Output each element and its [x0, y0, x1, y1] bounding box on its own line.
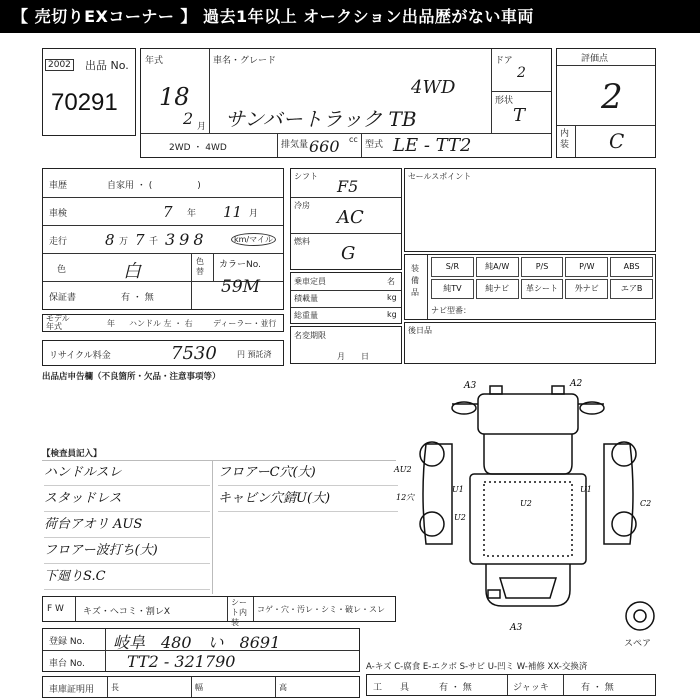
lot-number: 70291 [51, 89, 118, 116]
color-no-value: 59M [221, 277, 261, 297]
jack-value: 有 ・ 無 [581, 683, 614, 693]
diagram-mark-c2: C2 [640, 499, 652, 508]
model-year-row [42, 314, 284, 332]
shape-value: T [513, 105, 526, 126]
equipment-grid [431, 257, 653, 299]
lot-year-tag: 2002 [45, 59, 74, 71]
equipment-item: 純TV [431, 279, 474, 299]
interior-label: 内装 [560, 129, 570, 150]
seller-notes-label: 出品店申告欄（不良箇所・欠品・注意事項等） [42, 372, 221, 382]
auction-banner: 【 売切りEXコーナー 】 過去1年以上 オークション出品歴がない車両 [0, 0, 700, 33]
diagram-mark-u2-center: U2 [520, 499, 532, 508]
equipment-item: 純A/W [476, 257, 519, 277]
inspector-note: キャビン穴錆U(大) [218, 486, 398, 512]
warranty-value: 有 ・ 無 [121, 293, 154, 303]
vehicle-name: サンバートラック TB [225, 107, 417, 131]
mileage-unit: km/マイル [231, 233, 276, 246]
fuel-value: G [341, 243, 356, 264]
name-change-unit: 月 日 [337, 352, 369, 361]
diagram-mark-u1-left: U1 [452, 485, 464, 494]
shift-label: シフト [294, 172, 318, 181]
chassis-label: 車台 No. [49, 659, 85, 669]
shift-value: F5 [337, 177, 359, 196]
equipment-item: P/S [521, 257, 564, 277]
grade-score: 2 [601, 77, 623, 117]
inspector-left-notes [44, 460, 210, 590]
damage-legend: A-キズ C-腐食 E-エクボ S-サビ U-凹ミ W-補修 XX-交換済 [366, 662, 588, 672]
inspection-label: 車検 [49, 209, 68, 219]
dealer-label: ディーラー・並行 [213, 319, 277, 328]
diagram-mark-a2: A2 [570, 379, 583, 389]
jack-label: ジャッキ [513, 683, 549, 693]
spare-label: スペア [624, 639, 652, 649]
inspection-month-unit: 月 [249, 209, 259, 219]
inspector-note: ハンドルスレ [44, 460, 210, 486]
color-no-label: カラーNo. [219, 260, 261, 270]
model-year-label: モデル年式 [46, 314, 70, 331]
year-label: 年式 [145, 56, 164, 66]
load-unit: kg [387, 293, 397, 302]
history-label: 車歴 [49, 181, 68, 191]
history-box [42, 168, 284, 310]
mileage-man-unit: 万 [119, 237, 129, 247]
inspector-note: フロアー波打ち(大) [44, 538, 210, 564]
equipment-item: エアB [610, 279, 653, 299]
reg-value: 岐阜 480 い 8691 [113, 633, 281, 652]
diagram-mark-a3-top: A3 [464, 381, 477, 391]
month-value: 2 [183, 109, 194, 128]
after-items-label: 後日品 [408, 326, 432, 335]
history-value: 自家用 ・ ( ) [107, 181, 201, 191]
recycle-box [42, 340, 284, 366]
fw-label: F W [47, 604, 64, 614]
equipment-label: 装備品 [411, 264, 419, 297]
color-label: 色 [57, 265, 67, 275]
color-change-label: 色替 [196, 257, 204, 276]
after-items-box [404, 322, 656, 364]
inspector-right-notes [218, 460, 398, 512]
color-value: 白 [123, 261, 141, 282]
lot-number-box [42, 48, 136, 136]
diagram-mark-a3-bottom: A3 [510, 623, 523, 633]
cert-label: 車庫証明用 [49, 685, 95, 695]
specs-box [290, 168, 402, 270]
recycle-label: リサイクル料金 [49, 351, 111, 361]
seat-label: シート内装 [231, 598, 247, 627]
model-year-unit: 年 [107, 319, 115, 328]
inspection-month: 11 [223, 203, 243, 221]
year-value: 18 [159, 83, 190, 111]
displacement-label: 排気量 [281, 140, 309, 150]
fw-row [42, 596, 396, 627]
mileage-man: 8 [105, 231, 115, 249]
vehicle-info-box [140, 48, 552, 158]
inspector-note: 下廻りS.C [44, 564, 210, 590]
sales-point-box [404, 168, 656, 252]
equipment-item: P/W [565, 257, 608, 277]
navi-label: ナビ型番： [431, 306, 471, 315]
doors-value: 2 [517, 65, 526, 81]
equipment-box [404, 254, 656, 320]
fuel-label: 燃料 [294, 237, 310, 246]
name-label: 車名・グレード [213, 56, 277, 66]
inspector-note: 荷台アオリ AUS [44, 512, 210, 538]
grade-box [556, 48, 656, 158]
tools-row [366, 674, 656, 696]
chassis-value: TT2 - 321790 [127, 652, 236, 671]
weight-unit: kg [387, 310, 397, 319]
recycle-unit: 円 預託済 [237, 350, 272, 359]
capacity-label: 乗車定員 [294, 277, 326, 286]
mileage-thousand: 7 [135, 231, 145, 249]
interior-value: C [609, 129, 625, 153]
name-change-label: 名変期限 [294, 331, 326, 340]
displacement-unit: cc [349, 135, 358, 144]
displacement-value: 660 [309, 137, 340, 156]
capacity-unit: 名 [387, 277, 395, 286]
equipment-item: 外ナビ [565, 279, 608, 299]
shape-label: 形状 [495, 96, 514, 106]
fw-items: キズ・ヘコミ・割レX [83, 607, 170, 617]
drive-label: 2WD ・ 4WD [169, 143, 227, 153]
diagram-mark-u1-right: U1 [580, 485, 592, 494]
equipment-item: 革シート [521, 279, 564, 299]
inspection-year-unit: 年 [187, 209, 197, 219]
cert-height: 高 [279, 683, 287, 692]
diagram-mark-u2-left: U2 [454, 513, 466, 522]
inspector-note: フロアーC穴(大) [218, 460, 398, 486]
seat-items: コゲ・穴・汚レ・シミ・破レ・スレ [257, 605, 385, 614]
name-change-box [290, 326, 402, 364]
drive-handwritten: 4WD [411, 77, 456, 98]
inspector-label: 【検査員記入】 [42, 449, 102, 459]
handle-label: ハンドル 左 ・ 右 [129, 319, 193, 328]
capacity-box [290, 272, 402, 324]
inspector-note: スタッドレス [44, 486, 210, 512]
mileage-rest: 398 [165, 230, 208, 249]
truck-damage-diagram [392, 374, 662, 634]
model-label: 型式 [365, 140, 384, 150]
warranty-label: 保証書 [49, 293, 77, 303]
reg-label: 登録 No. [49, 637, 85, 647]
lot-label: 出品 No. [85, 59, 129, 72]
ac-value: AC [337, 207, 364, 228]
cert-length: 長 [111, 683, 119, 692]
ac-label: 冷房 [294, 201, 310, 210]
equipment-item: ABS [610, 257, 653, 277]
weight-label: 総重量 [294, 311, 318, 320]
recycle-amount: 7530 [171, 343, 217, 364]
sales-point-label: セールスポイント [408, 172, 472, 181]
mileage-thousand-unit: 千 [149, 237, 159, 247]
load-label: 積載量 [294, 294, 318, 303]
inspection-year: 7 [163, 203, 173, 221]
grade-label: 評価点 [581, 54, 609, 64]
tools-label: 工 具 [373, 683, 410, 693]
registration-box [42, 628, 360, 672]
tools-value: 有 ・ 無 [439, 683, 472, 693]
equipment-item: 純ナビ [476, 279, 519, 299]
garage-cert-row [42, 676, 360, 698]
model-value: LE - TT2 [393, 135, 472, 156]
diagram-mark-au2: AU2 [394, 465, 412, 474]
doors-label: ドア [495, 56, 513, 66]
cert-width: 幅 [195, 683, 203, 692]
month-unit: 月 [197, 122, 207, 132]
diagram-mark-12hole: 12穴 [396, 493, 415, 502]
mileage-label: 走行 [49, 237, 68, 247]
equipment-item: S/R [431, 257, 474, 277]
